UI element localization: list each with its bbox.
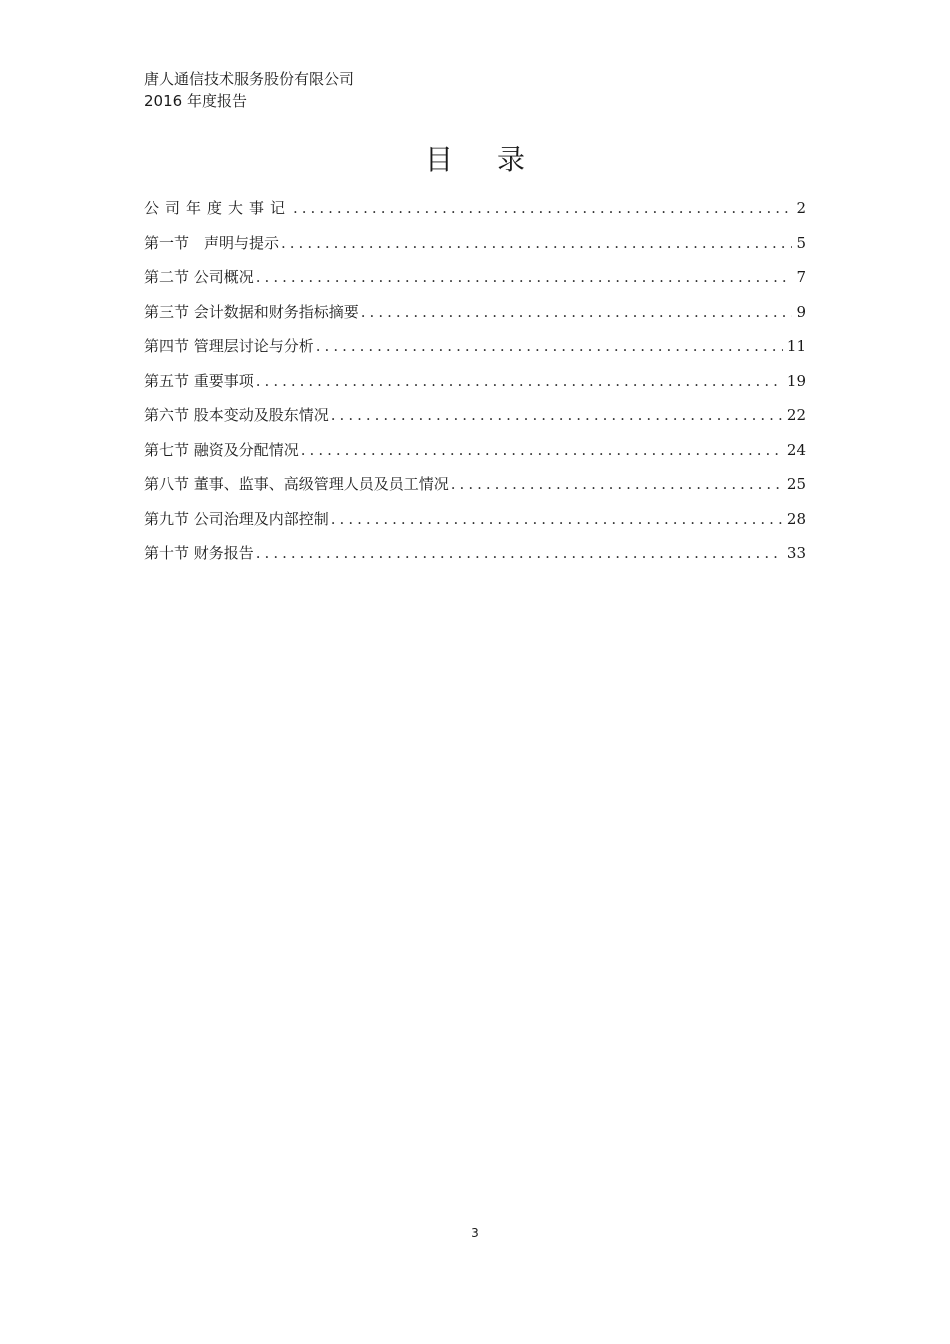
toc-dot-leader bbox=[361, 295, 792, 330]
toc-entry[interactable] bbox=[144, 329, 806, 364]
report-title: 2016 年度报告 bbox=[144, 92, 247, 110]
toc-dot-leader bbox=[293, 191, 792, 226]
toc-entry[interactable] bbox=[144, 536, 806, 571]
toc-entry[interactable] bbox=[144, 191, 806, 226]
toc-entry[interactable] bbox=[144, 502, 806, 537]
toc-entry-page: 22 bbox=[786, 406, 806, 424]
company-name: 唐人通信技术服务股份有限公司 bbox=[144, 70, 355, 88]
toc-entry-label: 第八节 董事、监事、高级管理人员及员工情况 bbox=[144, 475, 449, 493]
toc-dot-leader bbox=[316, 329, 783, 364]
toc-entry-label: 第四节 管理层讨论与分析 bbox=[144, 337, 314, 355]
toc-dot-leader bbox=[256, 260, 792, 295]
toc-entry-label: 第五节 重要事项 bbox=[144, 371, 254, 390]
toc-entry-page: 5 bbox=[796, 233, 806, 252]
toc-entry-page: 24 bbox=[786, 440, 806, 459]
toc-entry[interactable] bbox=[144, 364, 806, 399]
toc-entry-label: 第七节 融资及分配情况 bbox=[144, 440, 299, 459]
document-header bbox=[144, 68, 354, 112]
table-of-contents bbox=[144, 191, 806, 571]
toc-dot-leader bbox=[331, 398, 783, 433]
toc-entry-page: 19 bbox=[786, 371, 806, 390]
toc-dot-leader bbox=[256, 364, 783, 399]
toc-entry-page: 2 bbox=[796, 199, 806, 217]
toc-heading-char-1: 目 bbox=[424, 143, 453, 176]
toc-entry-label: 第三节 会计数据和财务指标摘要 bbox=[144, 302, 359, 321]
toc-dot-leader bbox=[451, 467, 783, 502]
toc-entry-page: 11 bbox=[786, 337, 806, 355]
toc-entry[interactable] bbox=[144, 226, 806, 261]
toc-entry-label: 公司年度大事记 bbox=[144, 199, 292, 217]
toc-heading bbox=[0, 140, 950, 180]
toc-entry[interactable] bbox=[144, 467, 806, 502]
toc-entry-label: 第六节 股本变动及股东情况 bbox=[144, 406, 329, 424]
toc-entry-label: 第九节 公司治理及内部控制 bbox=[144, 509, 329, 528]
toc-entry-page: 28 bbox=[786, 509, 806, 528]
toc-entry-page: 9 bbox=[796, 302, 806, 321]
toc-heading-char-2: 录 bbox=[497, 143, 526, 176]
toc-entry-label: 第二节 公司概况 bbox=[144, 268, 254, 286]
toc-dot-leader bbox=[281, 226, 792, 261]
toc-entry-label: 第一节 声明与提示 bbox=[144, 233, 280, 252]
toc-entry[interactable] bbox=[144, 433, 806, 468]
toc-entry[interactable] bbox=[144, 260, 806, 295]
toc-entry-page: 25 bbox=[786, 475, 806, 493]
toc-dot-leader bbox=[301, 433, 783, 468]
toc-entry-page: 33 bbox=[786, 544, 806, 562]
page-number: 3 bbox=[471, 1226, 479, 1240]
toc-entry[interactable] bbox=[144, 295, 806, 330]
toc-dot-leader bbox=[331, 502, 783, 537]
toc-entry-page: 7 bbox=[796, 268, 806, 286]
toc-dot-leader bbox=[256, 536, 783, 571]
toc-entry[interactable] bbox=[144, 398, 806, 433]
toc-entry-label: 第十节 财务报告 bbox=[144, 544, 254, 562]
